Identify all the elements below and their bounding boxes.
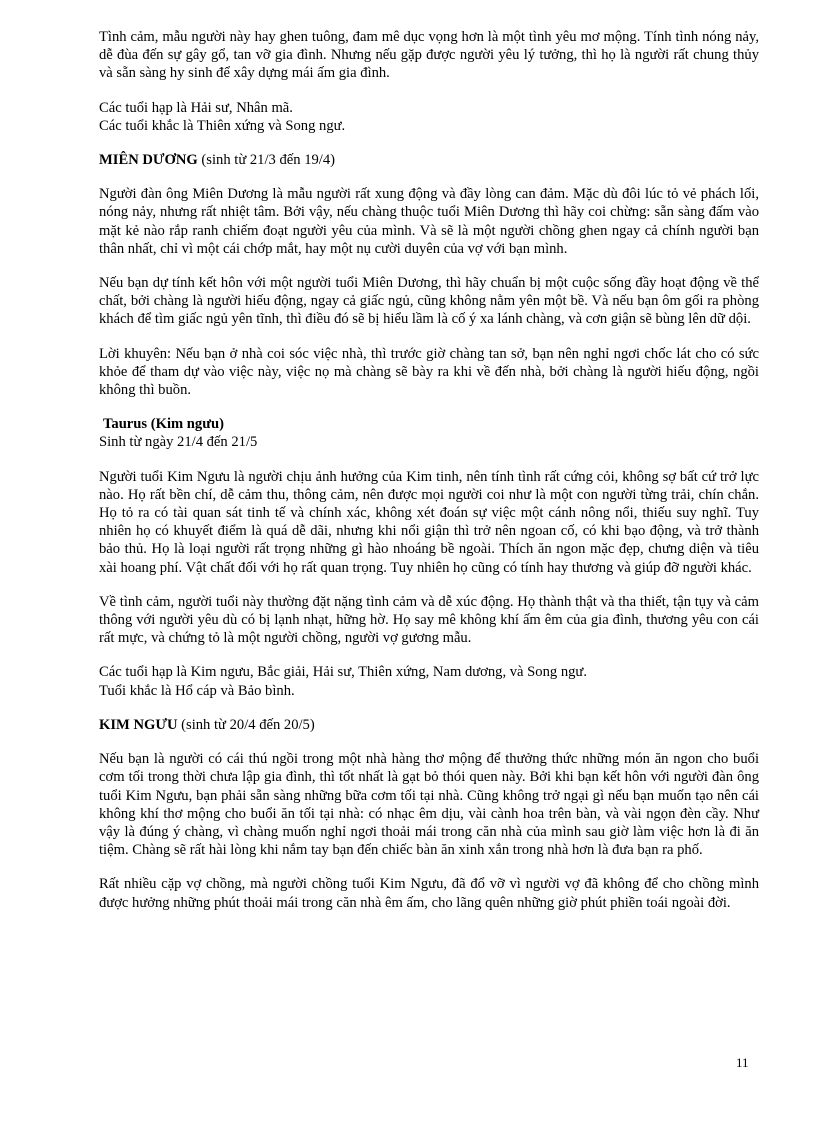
taurus-paragraph-2: Về tình cảm, người tuổi này thường đặt nặng tình cảm và dễ xúc động. Họ thành thật và tha thiết, tận tụy và cảm thông với người yêu dù có bị lạnh nhạt, hững hờ. Họ say mê không khí ấm êm của gia đình, thương yêu con cái rất mực, và chứng tỏ là một người chồng, người vợ gương mẫu. xyxy=(99,593,759,647)
mien-duong-paragraph-1: Người đàn ông Miên Dương là mẫu người rất xung động và đầy lòng can đảm. Mặc dù đôi lúc tỏ vẻ phách lối, nóng nảy, nhưng rất nhiệt tâm. Bởi vậy, nếu chàng thuộc tuổi Miên Dương thì hãy coi chừng: sẵn sàng đấm vào mặt kẻ nào rắp ranh chiếm đoạt người yêu của mình. Và sẽ là một người chồng ghen ngay cả chính người bạn thân nhất, chỉ vì một cái chớp mắt, hay một nụ cười duyên của vợ với bạn mình. xyxy=(99,186,759,257)
kim-nguu-title: KIM NGƯU xyxy=(99,716,178,733)
page-number: 11 xyxy=(736,1055,749,1070)
taurus-compatible-line: Các tuổi hạp là Kim ngưu, Bắc giải, Hải sư, Thiên xứng, Nam dương, và Song ngư. xyxy=(99,664,587,681)
aries-incompatible-line: Các tuổi khắc là Thiên xứng và Song ngư. xyxy=(99,117,346,134)
mien-duong-title: MIÊN DƯƠNG xyxy=(99,152,198,169)
taurus-incompatible-line: Tuổi khắc là Hổ cáp và Bảo bình. xyxy=(99,682,295,699)
document-body xyxy=(99,28,759,928)
mien-duong-dates: (sinh từ 21/3 đến 19/4) xyxy=(197,152,335,169)
mien-duong-advice: Lời khuyên: Nếu bạn ở nhà coi sóc việc nhà, thì trước giờ chàng tan sở, bạn nên nghỉ ngơi chốc lát cho có sức khỏe để tham dự vào việc này, việc nọ mà chàng sẽ bày ra khi về đến nhà, bởi chàng là người hiếu động, ngồi không thì buồn. xyxy=(99,345,759,399)
kim-nguu-heading xyxy=(99,716,759,734)
taurus-dates: Sinh từ ngày 21/4 đến 21/5 xyxy=(99,434,258,451)
kim-nguu-paragraph-2: Rất nhiều cặp vợ chồng, mà người chồng tuổi Kim Ngưu, đã đổ vỡ vì người vợ đã không để cho chồng mình được hưởng những phút thoải mái trong căn nhà êm ấm, cho lãng quên những giờ phút phiền toái ngoài đời. xyxy=(99,876,759,911)
kim-nguu-dates: (sinh từ 20/4 đến 20/5) xyxy=(177,716,315,733)
kim-nguu-paragraph-1: Nếu bạn là người có cái thú ngồi trong một nhà hàng thơ mộng để thưởng thức những món ăn ngon cho buổi cơm tối trong thời chưa lập gia đình, thì tốt nhất là gạt bỏ thói quen này. Bởi khi bạn kết hôn với người đàn ông tuổi Kim Ngưu, bạn phải sẵn sàng những bữa cơm tối tại nhà. Cũng không trở ngại gì nếu bạn muốn tạo nên cái không khí thơ mộng cho buổi ăn tối tại nhà: có nhạc êm dịu, vài cành hoa trên bàn, và vài ngọn đèn cầy. Như vậy là đúng ý chàng, vì chàng muốn nghỉ ngơi thoải mái trong căn nhà của mình sau giờ làm việc hơn là đi ăn tiệm. Chàng sẽ rất hài lòng khi nắm tay bạn đến chiếc bàn ăn xinh xắn trong nhà hơn là đưa bạn ra phố. xyxy=(99,751,759,859)
intro-paragraph: Tình cảm, mẫu người này hay ghen tuông, đam mê dục vọng hơn là một tình yêu mơ mộng. Tính tình nóng nảy, dễ đùa đến sự gây gổ, tan vỡ gia đình. Nhưng nếu gặp được người yêu lý tưởng, thì họ là người rất chung thủy và sẵn sàng hy sinh để xây dựng mái ấm gia đình. xyxy=(99,29,759,82)
taurus-heading xyxy=(99,415,759,433)
aries-compatible-line: Các tuổi hạp là Hải sư, Nhân mã. xyxy=(99,99,293,116)
mien-duong-heading xyxy=(99,151,759,169)
taurus-paragraph-1: Người tuổi Kim Ngưu là người chịu ảnh hưởng của Kim tinh, nên tính tình rất cứng cỏi, không sợ bất cứ trở lực nào. Họ rất bền chí, dễ cảm thu, thông cảm, nên được mọi người coi như là một con người từng trải, chín chắn. Họ tỏ ra có tài quan sát tinh tế và chính xác, không xét đoán sự việc một cánh nông nổi, thiếu suy nghĩ. Tuy nhiên họ có khuyết điểm là quá dễ dãi, nhưng khi nổi giận thì trở nên ngoan cố, có khi bạo động, và trở thành bảo thủ. Họ là loại người rất trọng những gì hào nhoáng bề ngoài. Thích ăn ngon mặc đẹp, chưng diện và tiêu xài hoang phí. Vật chất đối với họ rất quan trọng. Tuy nhiên họ cũng có tính hay thương và giúp đỡ người khác. xyxy=(99,468,759,576)
taurus-title: Taurus (Kim ngưu) xyxy=(103,416,224,433)
mien-duong-paragraph-2: Nếu bạn dự tính kết hôn với một người tuổi Miên Dương, thì hãy chuẩn bị một cuộc sống đầy hoạt động về thể chất, bởi chàng là người hiếu động, ngay cả giấc ngủ, cũng không nằm yên một bề. Và nếu bạn ôm gối ra phòng khách để tìm giấc ngủ yên tĩnh, thì điều đó sẽ bị hiểu lầm là cố ý xa lánh chàng, và cơn giận sẽ bùng lên dữ dội. xyxy=(99,275,759,328)
